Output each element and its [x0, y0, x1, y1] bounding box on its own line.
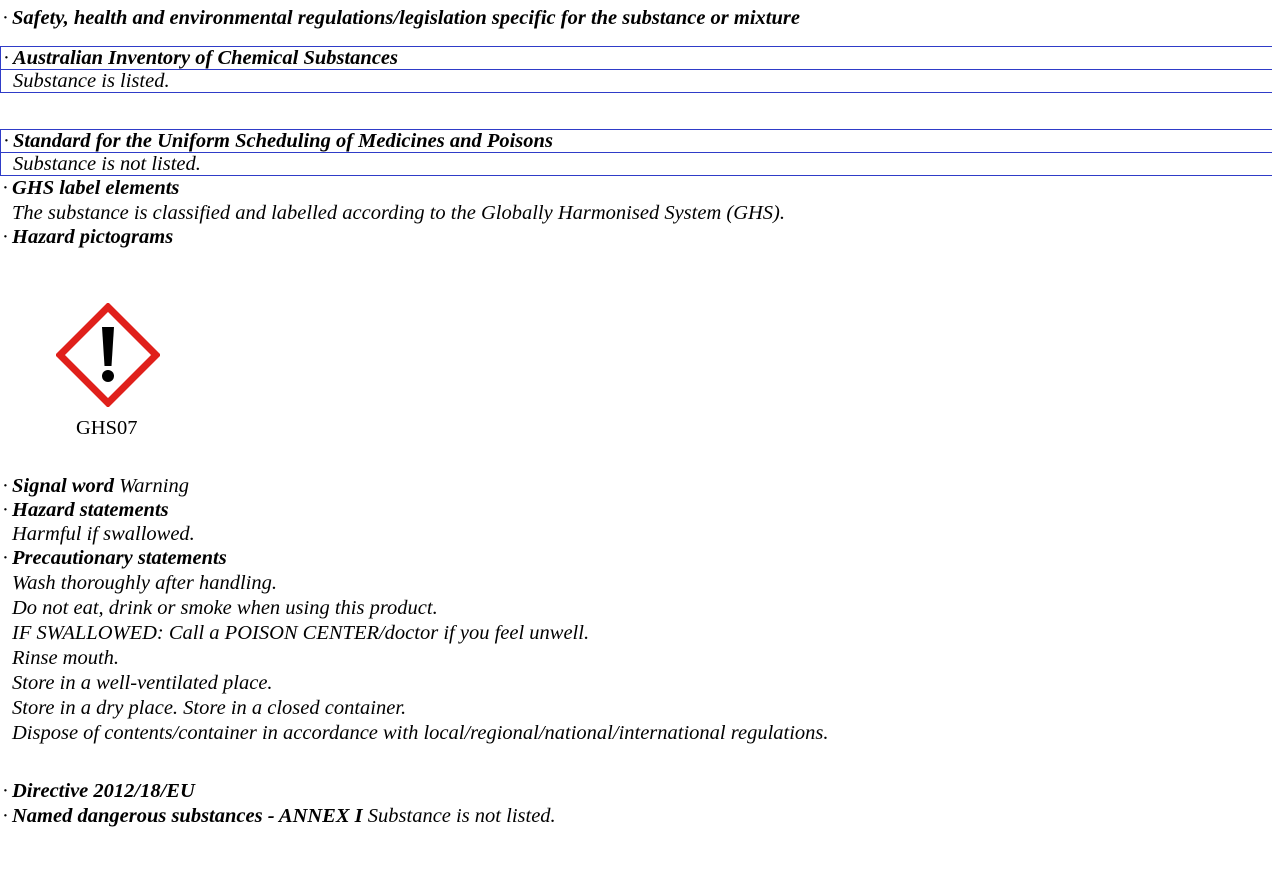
ghs-text: The substance is classified and labelled according to the Globally Harmonised System (GHS). [12, 202, 786, 224]
bullet: · [2, 499, 9, 521]
bullet: · [2, 226, 9, 248]
bullet: · [2, 7, 9, 29]
bullet: · [2, 805, 9, 827]
hazard-title-line [0, 498, 169, 522]
hazard-statement: Harmful if swallowed. [12, 523, 195, 545]
susmp-status-box [0, 152, 1272, 176]
aics-status-box [0, 69, 1272, 93]
precaution-title-line [0, 546, 227, 570]
susmp-title-line [1, 129, 553, 153]
annex-title: Named dangerous substances - ANNEX I [12, 805, 363, 827]
signal-word-value: Warning [119, 475, 189, 497]
annex-status: Substance is not listed. [367, 805, 556, 827]
precaution-statement: Rinse mouth. [12, 647, 120, 669]
exclamation-mark-pictogram-icon [56, 303, 160, 407]
aics-title: Australian Inventory of Chemical Substances [13, 47, 399, 69]
precaution-statement: Store in a well-ventilated place. [12, 672, 273, 694]
aics-status: Substance is listed. [13, 70, 170, 92]
bullet: · [3, 130, 10, 152]
pictograms-title-line [0, 225, 173, 249]
precaution-statement: IF SWALLOWED: Call a POISON CENTER/doctor if you feel unwell. [12, 622, 590, 644]
directive-title: Directive 2012/18/EU [12, 780, 195, 802]
signal-word-label: Signal word [12, 475, 114, 497]
aics-title-line [1, 46, 398, 70]
precaution-statement: Do not eat, drink or smoke when using this product. [12, 597, 438, 619]
bullet: · [2, 780, 9, 802]
bullet: · [2, 475, 9, 497]
ghs-title: GHS label elements [12, 177, 180, 199]
annex-line [0, 804, 556, 828]
precaution-title: Precautionary statements [12, 547, 227, 569]
bullet: · [2, 547, 9, 569]
directive-title-line [0, 779, 195, 803]
regulations-heading: Safety, health and environmental regulations/legislation specific for the substance or mixture [12, 7, 800, 29]
precaution-statement: Dispose of contents/container in accordance with local/regional/national/international regulations. [12, 722, 829, 744]
precaution-statement: Store in a dry place. Store in a closed container. [12, 697, 407, 719]
bullet: · [3, 47, 10, 69]
ghs-title-line [0, 176, 179, 200]
susmp-title: Standard for the Uniform Scheduling of Medicines and Poisons [13, 130, 553, 152]
precaution-statement: Wash thoroughly after handling. [12, 572, 277, 594]
aics-title-box [0, 46, 1272, 70]
susmp-status: Substance is not listed. [13, 153, 201, 175]
bullet: · [2, 177, 9, 199]
regulations-heading-line [0, 6, 800, 30]
signal-word-line [0, 474, 189, 498]
susmp-title-box [0, 129, 1272, 153]
pictogram-code: GHS07 [76, 417, 138, 439]
hazard-title: Hazard statements [12, 499, 169, 521]
pictograms-title: Hazard pictograms [12, 226, 174, 248]
